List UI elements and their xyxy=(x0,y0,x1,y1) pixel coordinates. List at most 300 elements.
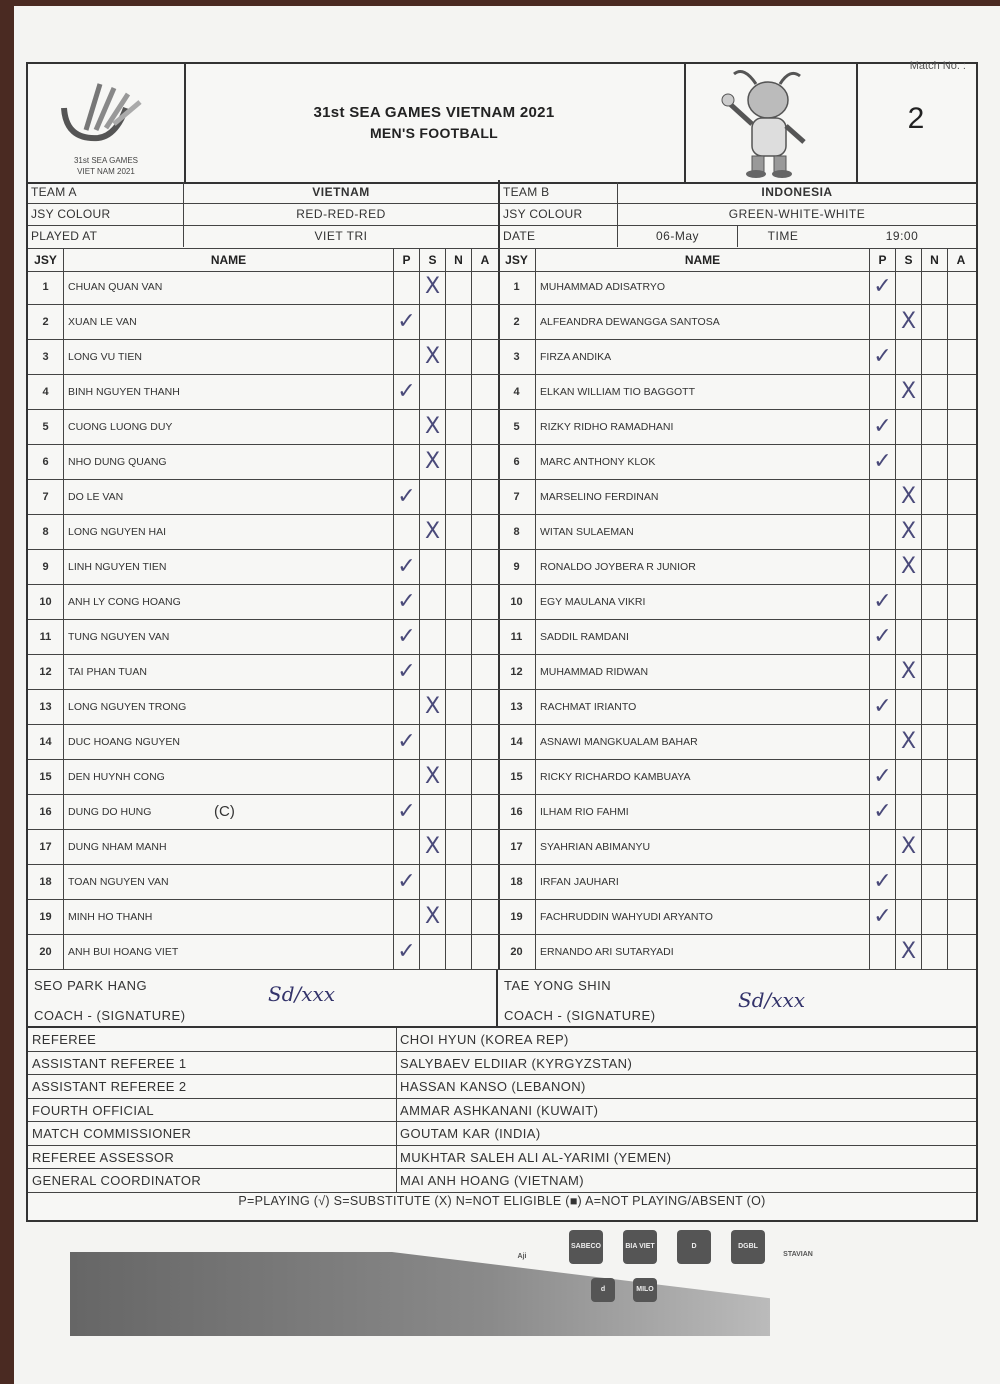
player-row xyxy=(28,935,498,970)
player-row xyxy=(498,340,976,375)
status-cell-s xyxy=(896,795,922,829)
player-name: EGY MAULANA VIKRI xyxy=(536,585,870,619)
substitute-x-icon: X xyxy=(424,274,441,299)
check-mark-icon: ✓ xyxy=(873,449,892,474)
col-name: NAME xyxy=(64,249,394,271)
player-number: 9 xyxy=(28,550,64,584)
player-number: 15 xyxy=(28,760,64,794)
status-cell-p xyxy=(870,725,896,759)
player-row xyxy=(498,655,976,690)
check-mark-icon: ✓ xyxy=(873,624,892,649)
status-cell-p xyxy=(394,655,420,689)
player-number: 16 xyxy=(28,795,64,829)
check-mark-icon: ✓ xyxy=(873,799,892,824)
played-at-row xyxy=(28,226,498,248)
substitute-x-icon: X xyxy=(424,519,441,544)
status-cell-s xyxy=(896,375,922,409)
status-cell-s xyxy=(896,340,922,374)
status-cell-s xyxy=(896,620,922,654)
player-number: 12 xyxy=(28,655,64,689)
status-cell-a xyxy=(948,410,974,444)
player-row xyxy=(498,935,976,970)
player-number: 5 xyxy=(498,410,536,444)
event-subtitle: MEN'S FOOTBALL xyxy=(369,125,499,141)
status-cell-p xyxy=(870,340,896,374)
status-cell-s xyxy=(420,375,446,409)
status-cell-a xyxy=(472,760,498,794)
status-cell-p xyxy=(870,830,896,864)
col-jsy-b: JSY xyxy=(498,249,536,271)
player-row xyxy=(498,725,976,760)
player-number: 4 xyxy=(28,375,64,409)
team-b-roster xyxy=(498,248,976,970)
match-no-label: Match No. : xyxy=(909,60,966,72)
status-cell-p xyxy=(394,865,420,899)
player-number: 2 xyxy=(498,305,536,339)
official-name: AMMAR ASHKANANI (KUWAIT) xyxy=(396,1099,598,1122)
player-name: CHUAN QUAN VAN xyxy=(64,270,394,304)
status-cell-a xyxy=(948,375,974,409)
status-cell-p xyxy=(394,725,420,759)
sea-games-logo-icon xyxy=(56,78,146,148)
status-cell-s xyxy=(896,655,922,689)
status-cell-p xyxy=(870,620,896,654)
player-row xyxy=(28,305,498,340)
team-b-label: TEAM B xyxy=(500,182,618,203)
status-cell-n xyxy=(922,900,948,934)
status-cell-s xyxy=(420,445,446,479)
player-number: 3 xyxy=(498,340,536,374)
official-name: GOUTAM KAR (INDIA) xyxy=(396,1122,541,1145)
status-cell-p xyxy=(870,270,896,304)
status-cell-s xyxy=(420,760,446,794)
status-cell-a xyxy=(948,725,974,759)
player-number: 10 xyxy=(498,585,536,619)
team-b-signature-label: COACH - (SIGNATURE) xyxy=(504,1008,656,1023)
player-row xyxy=(498,795,976,830)
player-number: 17 xyxy=(498,830,536,864)
check-mark-icon: ✓ xyxy=(397,309,416,334)
substitute-x-icon: X xyxy=(900,834,917,859)
check-mark-icon: ✓ xyxy=(397,589,416,614)
status-cell-a xyxy=(472,655,498,689)
official-row xyxy=(28,1052,976,1076)
player-row xyxy=(498,900,976,935)
player-row xyxy=(28,795,498,830)
status-cell-s xyxy=(420,410,446,444)
status-cell-s xyxy=(896,865,922,899)
status-cell-n xyxy=(922,865,948,899)
check-mark-icon: ✓ xyxy=(873,589,892,614)
status-cell-n xyxy=(446,725,472,759)
status-cell-n xyxy=(446,620,472,654)
team-a-roster xyxy=(28,248,500,970)
status-cell-p xyxy=(870,515,896,549)
substitute-x-icon: X xyxy=(900,519,917,544)
status-cell-n xyxy=(446,480,472,514)
status-legend: P=PLAYING (√) S=SUBSTITUTE (X) N=NOT ELIGIBLE (■) A=NOT PLAYING/ABSENT (O) xyxy=(238,1194,766,1208)
status-cell-a xyxy=(948,480,974,514)
player-name: FIRZA ANDIKA xyxy=(536,340,870,374)
player-row xyxy=(28,375,498,410)
player-name: ANH LY CONG HOANG xyxy=(64,585,394,619)
status-cell-s xyxy=(420,690,446,724)
team-b-value: INDONESIA xyxy=(761,185,833,199)
player-number: 17 xyxy=(28,830,64,864)
status-cell-s xyxy=(896,445,922,479)
status-cell-a xyxy=(948,830,974,864)
player-name: DUNG DO HUNG xyxy=(64,795,394,829)
status-cell-n xyxy=(922,550,948,584)
player-row xyxy=(28,655,498,690)
status-cell-p xyxy=(394,445,420,479)
status-cell-n xyxy=(446,655,472,689)
player-number: 7 xyxy=(28,480,64,514)
status-cell-a xyxy=(472,375,498,409)
player-name: FACHRUDDIN WAHYUDI ARYANTO xyxy=(536,900,870,934)
check-mark-icon: ✓ xyxy=(397,729,416,754)
status-cell-a xyxy=(472,795,498,829)
status-cell-s xyxy=(420,655,446,689)
status-cell-p xyxy=(870,900,896,934)
check-mark-icon: ✓ xyxy=(873,344,892,369)
team-sheet xyxy=(26,62,978,1222)
status-cell-n xyxy=(922,515,948,549)
player-number: 6 xyxy=(28,445,64,479)
player-row xyxy=(498,445,976,480)
status-cell-p xyxy=(394,550,420,584)
sponsor-logo: SABECO xyxy=(569,1230,603,1264)
sponsor-logo: Aji xyxy=(517,1253,527,1260)
status-cell-s xyxy=(420,900,446,934)
player-name: IRFAN JAUHARI xyxy=(536,865,870,899)
player-name: TOAN NGUYEN VAN xyxy=(64,865,394,899)
date-value: 06-May xyxy=(618,226,738,247)
sponsor-logo: STAVIAN xyxy=(783,1251,813,1258)
status-cell-n xyxy=(922,270,948,304)
team-a-coach-name: SEO PARK HANG xyxy=(34,978,148,993)
status-cell-s xyxy=(420,340,446,374)
status-cell-p xyxy=(394,690,420,724)
official-name: MUKHTAR SALEH ALI AL-YARIMI (YEMEN) xyxy=(396,1146,671,1169)
col-a: A xyxy=(480,253,490,267)
played-at-label: PLAYED AT xyxy=(28,226,184,247)
player-number: 6 xyxy=(498,445,536,479)
team-a-coach-signature: Sd/xxx xyxy=(268,982,336,1006)
player-row xyxy=(28,900,498,935)
official-row xyxy=(28,1169,976,1193)
status-cell-p xyxy=(394,585,420,619)
player-name: ALFEANDRA DEWANGGA SANTOSA xyxy=(536,305,870,339)
status-cell-a xyxy=(948,690,974,724)
status-cell-p xyxy=(394,935,420,969)
status-cell-a xyxy=(948,865,974,899)
player-name: NHO DUNG QUANG xyxy=(64,445,394,479)
status-cell-s xyxy=(420,550,446,584)
player-number: 14 xyxy=(498,725,536,759)
check-mark-icon: ✓ xyxy=(397,484,416,509)
player-name: MINH HO THANH xyxy=(64,900,394,934)
status-cell-n xyxy=(922,620,948,654)
team-b-coach-signature: Sd/xxx xyxy=(738,988,806,1012)
player-number: 9 xyxy=(498,550,536,584)
time-value: 19:00 xyxy=(885,229,919,243)
team-b-coach xyxy=(498,970,976,1028)
official-role: FOURTH OFFICIAL xyxy=(32,1102,155,1118)
player-number: 13 xyxy=(498,690,536,724)
status-cell-p xyxy=(394,480,420,514)
player-number: 1 xyxy=(498,270,536,304)
substitute-x-icon: X xyxy=(900,939,917,964)
logo-line2: VIET NAM 2021 xyxy=(77,167,135,176)
status-cell-s xyxy=(896,725,922,759)
status-cell-a xyxy=(948,760,974,794)
status-cell-a xyxy=(948,270,974,304)
status-cell-a xyxy=(948,305,974,339)
status-cell-a xyxy=(472,935,498,969)
player-name: WITAN SULAEMAN xyxy=(536,515,870,549)
status-cell-p xyxy=(870,480,896,514)
player-row xyxy=(28,410,498,445)
status-cell-p xyxy=(394,900,420,934)
status-cell-s xyxy=(896,550,922,584)
status-cell-s xyxy=(896,760,922,794)
official-row xyxy=(28,1099,976,1123)
player-row xyxy=(498,865,976,900)
official-row xyxy=(28,1075,976,1099)
player-name: MUHAMMAD RIDWAN xyxy=(536,655,870,689)
player-row xyxy=(28,515,498,550)
player-row xyxy=(498,620,976,655)
substitute-x-icon: X xyxy=(900,729,917,754)
title-block xyxy=(184,64,684,182)
status-cell-p xyxy=(394,305,420,339)
status-cell-n xyxy=(446,900,472,934)
official-name: CHOI HYUN (KOREA REP) xyxy=(396,1028,569,1051)
status-cell-s xyxy=(896,305,922,339)
player-number: 19 xyxy=(498,900,536,934)
col-s: S xyxy=(420,249,446,271)
official-row xyxy=(28,1028,976,1052)
team-b-colour: GREEN-WHITE-WHITE xyxy=(728,207,866,221)
col-n: N xyxy=(446,249,472,271)
status-cell-n xyxy=(922,795,948,829)
player-name: ILHAM RIO FAHMI xyxy=(536,795,870,829)
substitute-x-icon: X xyxy=(424,694,441,719)
player-number: 11 xyxy=(498,620,536,654)
status-cell-s xyxy=(420,865,446,899)
player-name: LONG NGUYEN HAI xyxy=(64,515,394,549)
team-b-colour-row xyxy=(500,204,976,226)
status-cell-n xyxy=(922,340,948,374)
status-cell-a xyxy=(472,305,498,339)
check-mark-icon: ✓ xyxy=(397,624,416,649)
status-cell-a xyxy=(472,725,498,759)
player-number: 8 xyxy=(498,515,536,549)
status-cell-s xyxy=(420,305,446,339)
time-label: TIME xyxy=(767,229,799,243)
status-cell-s xyxy=(896,935,922,969)
match-info xyxy=(28,182,976,248)
col-a-b: A xyxy=(956,253,966,267)
status-cell-s xyxy=(896,410,922,444)
player-name: LONG NGUYEN TRONG xyxy=(64,690,394,724)
player-number: 16 xyxy=(498,795,536,829)
status-cell-p xyxy=(870,550,896,584)
status-cell-p xyxy=(394,375,420,409)
team-b-coach-name: TAE YONG SHIN xyxy=(504,978,612,993)
player-row xyxy=(28,620,498,655)
status-cell-p xyxy=(394,270,420,304)
substitute-x-icon: X xyxy=(900,379,917,404)
team-a-label: TEAM A xyxy=(28,182,184,203)
sheet-header xyxy=(28,60,976,184)
status-cell-n xyxy=(446,585,472,619)
substitute-x-icon: X xyxy=(900,659,917,684)
status-cell-a xyxy=(948,795,974,829)
status-cell-n xyxy=(922,725,948,759)
player-number: 8 xyxy=(28,515,64,549)
player-name: RICKY RICHARDO KAMBUAYA xyxy=(536,760,870,794)
status-cell-n xyxy=(446,760,472,794)
player-number: 2 xyxy=(28,305,64,339)
logo-line1: 31st SEA GAMES xyxy=(73,156,139,165)
player-row xyxy=(28,690,498,725)
status-cell-p xyxy=(394,760,420,794)
status-cell-n xyxy=(446,445,472,479)
player-name: TAI PHAN TUAN xyxy=(64,655,394,689)
status-cell-a xyxy=(472,620,498,654)
status-cell-s xyxy=(896,480,922,514)
official-name: MAI ANH HOANG (VIETNAM) xyxy=(396,1169,584,1192)
sponsor-logo: BIA VIET xyxy=(623,1230,657,1264)
official-role: ASSISTANT REFEREE 2 xyxy=(32,1079,187,1094)
substitute-x-icon: X xyxy=(424,834,441,859)
player-name: ELKAN WILLIAM TIO BAGGOTT xyxy=(536,375,870,409)
substitute-x-icon: X xyxy=(424,764,441,789)
player-name: SYAHRIAN ABIMANYU xyxy=(536,830,870,864)
status-cell-n xyxy=(446,935,472,969)
player-name: LINH NGUYEN TIEN xyxy=(64,550,394,584)
status-cell-p xyxy=(870,865,896,899)
team-b-roster-header xyxy=(498,248,976,272)
status-cell-n xyxy=(446,410,472,444)
status-cell-s xyxy=(420,795,446,829)
player-row xyxy=(28,760,498,795)
status-cell-s xyxy=(420,725,446,759)
player-name: MARC ANTHONY KLOK xyxy=(536,445,870,479)
player-row xyxy=(28,830,498,865)
substitute-x-icon: X xyxy=(424,344,441,369)
date-time-row xyxy=(500,226,976,248)
status-cell-p xyxy=(870,410,896,444)
player-name: RIZKY RIDHO RAMADHANI xyxy=(536,410,870,444)
player-row xyxy=(28,865,498,900)
status-cell-n xyxy=(922,445,948,479)
check-mark-icon: ✓ xyxy=(873,694,892,719)
status-cell-p xyxy=(394,830,420,864)
substitute-x-icon: X xyxy=(900,554,917,579)
status-cell-a xyxy=(948,515,974,549)
status-cell-n xyxy=(922,655,948,689)
status-cell-n xyxy=(446,375,472,409)
official-name: SALYBAEV ELDIIAR (KYRGYZSTAN) xyxy=(396,1052,632,1075)
status-cell-a xyxy=(948,655,974,689)
col-n-b: N xyxy=(922,249,948,271)
official-row xyxy=(28,1146,976,1170)
sea-games-logo xyxy=(28,64,186,182)
check-mark-icon: ✓ xyxy=(397,869,416,894)
status-cell-n xyxy=(446,865,472,899)
check-mark-icon: ✓ xyxy=(873,764,892,789)
sponsor-logos xyxy=(505,1222,835,1312)
team-a-colour: RED-RED-RED xyxy=(296,207,386,221)
status-cell-a xyxy=(472,830,498,864)
player-name: MARSELINO FERDINAN xyxy=(536,480,870,514)
sponsor-logo: d xyxy=(591,1278,615,1302)
player-number: 5 xyxy=(28,410,64,444)
status-cell-n xyxy=(922,585,948,619)
status-cell-n xyxy=(922,375,948,409)
substitute-x-icon: X xyxy=(424,449,441,474)
check-mark-icon: ✓ xyxy=(873,414,892,439)
player-number: 10 xyxy=(28,585,64,619)
player-number: 20 xyxy=(28,935,64,969)
status-cell-s xyxy=(420,830,446,864)
status-cell-p xyxy=(870,305,896,339)
status-cell-s xyxy=(896,900,922,934)
player-name: RONALDO JOYBERA R JUNIOR xyxy=(536,550,870,584)
official-row xyxy=(28,1122,976,1146)
status-cell-n xyxy=(446,830,472,864)
team-b-row xyxy=(500,182,976,204)
status-cell-n xyxy=(446,270,472,304)
status-cell-p xyxy=(394,795,420,829)
player-row xyxy=(498,480,976,515)
player-name: LONG VU TIEN xyxy=(64,340,394,374)
substitute-x-icon: X xyxy=(424,904,441,929)
player-row xyxy=(498,830,976,865)
status-cell-a xyxy=(948,340,974,374)
player-row xyxy=(28,270,498,305)
team-a-roster-header xyxy=(28,248,498,272)
status-cell-p xyxy=(870,795,896,829)
status-cell-a xyxy=(472,585,498,619)
check-mark-icon: ✓ xyxy=(397,659,416,684)
status-cell-n xyxy=(446,340,472,374)
match-number-box xyxy=(856,54,976,182)
status-cell-n xyxy=(446,515,472,549)
status-cell-p xyxy=(394,410,420,444)
player-name: ANH BUI HOANG VIET xyxy=(64,935,394,969)
player-name: MUHAMMAD ADISATRYO xyxy=(536,270,870,304)
substitute-x-icon: X xyxy=(900,309,917,334)
player-name: XUAN LE VAN xyxy=(64,305,394,339)
player-row xyxy=(28,725,498,760)
team-a-signature-label: COACH - (SIGNATURE) xyxy=(34,1008,186,1023)
team-a-colour-row xyxy=(28,204,498,226)
player-name: ASNAWI MANGKUALAM BAHAR xyxy=(536,725,870,759)
player-number: 19 xyxy=(28,900,64,934)
status-cell-n xyxy=(922,305,948,339)
status-cell-a xyxy=(472,865,498,899)
status-cell-a xyxy=(472,270,498,304)
player-row xyxy=(28,585,498,620)
status-cell-n xyxy=(446,690,472,724)
status-cell-s xyxy=(420,270,446,304)
player-row xyxy=(498,270,976,305)
check-mark-icon: ✓ xyxy=(873,904,892,929)
